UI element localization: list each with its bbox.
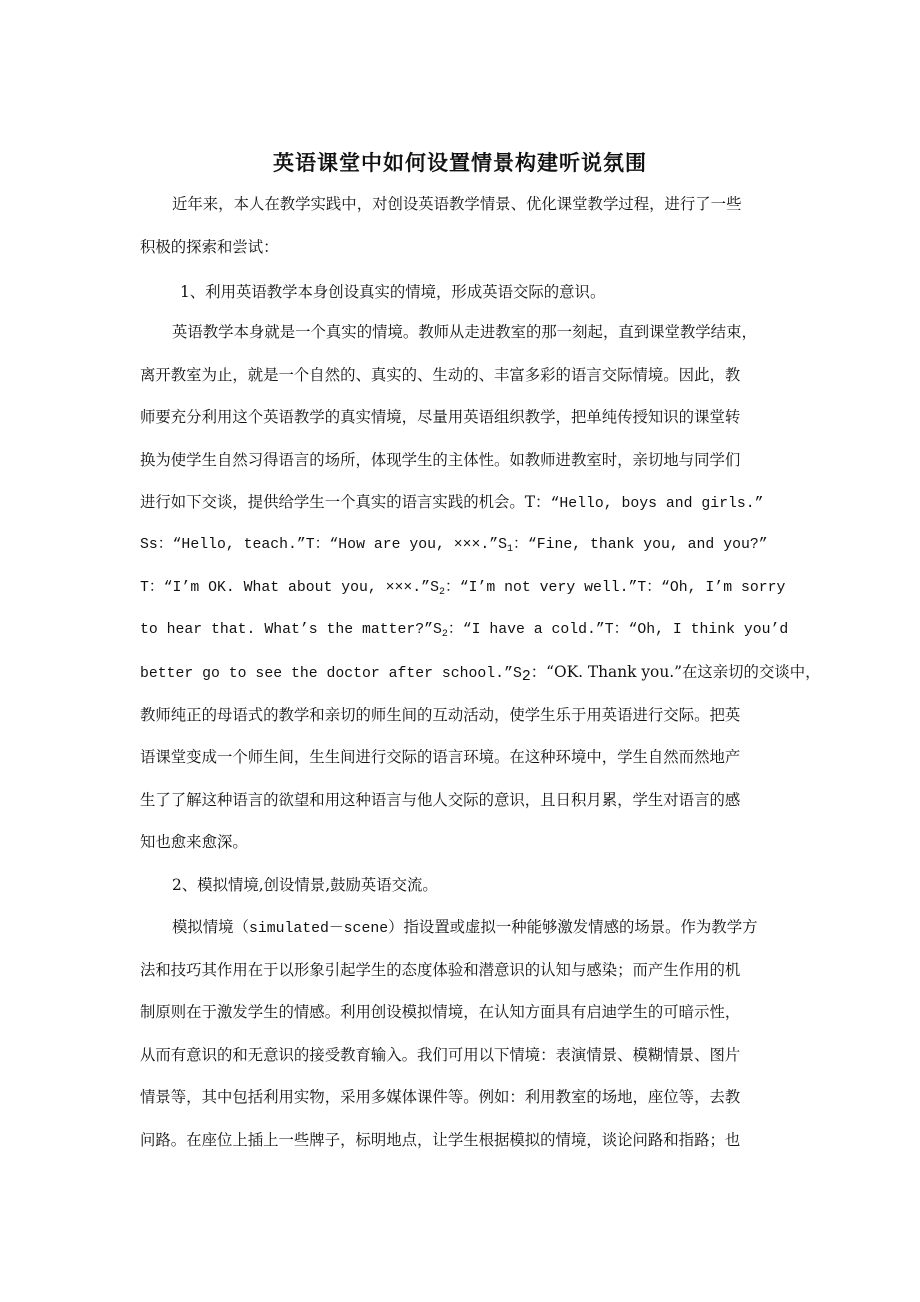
section-1-line-13: 知也愈来愈深。 bbox=[140, 833, 248, 851]
intro-line-1: 近年来，本人在教学实践中，对创设英语教学情景、优化课堂教学过程，进行了一些 bbox=[172, 195, 742, 213]
speaker-subscript: 2 bbox=[438, 587, 445, 598]
section-1-line-10: 教师纯正的母语式的教学和亲切的师生间的互动活动，使学生乐于用英语进行交际。把英 bbox=[140, 706, 741, 724]
dialogue-part-b: ：“I have a cold.”T：“Oh, I think you’d bbox=[447, 622, 789, 638]
section-1-line-2: 离开教室为止，就是一个自然的、真实的、生动的、丰富多彩的语言交际情境。因此，教 bbox=[140, 366, 741, 384]
section-1-line-7 bbox=[140, 577, 785, 599]
section-2-line-1-start: 模拟情境（ bbox=[172, 918, 249, 936]
section-1-line-3: 师要充分利用这个英语教学的真实情境，尽量用英语组织教学，把单纯传授知识的课堂转 bbox=[140, 408, 741, 426]
section-2-line-4: 从而有意识的和无意识的接受教育输入。我们可用以下情境：表演情景、模糊情景、图片 bbox=[140, 1046, 741, 1064]
dialogue-intro: 进行如下交谈，提供给学生一个真实的语言实践的机会。T： bbox=[140, 493, 551, 511]
section-2-heading: 2、模拟情境,创设情景,鼓励英语交流。 bbox=[172, 876, 438, 894]
section-1-line-6 bbox=[140, 534, 768, 556]
section-1-line-9 bbox=[140, 661, 821, 685]
speaker-subscript: 1 bbox=[507, 544, 514, 555]
section-1-line-4: 换为使学生自然习得语言的场所，体现学生的主体性。如教师进教室时，亲切地与同学们 bbox=[140, 451, 741, 469]
section-2-line-2: 法和技巧其作用在于以形象引起学生的态度体验和潜意识的认知与感染；而产生作用的机 bbox=[140, 961, 741, 979]
document-title: 英语课堂中如何设置情景构建听说氛围 bbox=[273, 150, 647, 175]
speaker-subscript: 2 bbox=[521, 669, 531, 685]
section-2-line-5: 情景等，其中包括利用实物，采用多媒体课件等。例如：利用教室的场地，座位等，去教 bbox=[140, 1088, 741, 1106]
section-2-line-3: 制原则在于激发学生的情感。利用创设模拟情境，在认知方面具有启迪学生的可暗示性， bbox=[140, 1003, 741, 1021]
speaker-subscript: 2 bbox=[441, 629, 448, 640]
section-2-line-6: 问路。在座位上插上一些牌子，标明地点，让学生根据模拟的情境，谈论问路和指路；也 bbox=[140, 1131, 741, 1149]
dialogue-part-b: ：“OK. Thank you.”在这亲切的交谈中， bbox=[530, 663, 821, 681]
dialogue-greeting: “Hello, boys and girls.” bbox=[550, 496, 764, 512]
section-1-line-1: 英语教学本身就是一个真实的情境。教师从走进教室的那一刻起，直到课堂教学结束， bbox=[172, 323, 757, 341]
dialogue-part-b: ：“I’m not very well.”T：“Oh, I’m sorry bbox=[444, 580, 786, 596]
dialogue-part-a: better go to see the doctor after school.”S bbox=[140, 666, 522, 682]
dialogue-part-a: Ss：“Hello, teach.”T：“How are you, ×××.”S bbox=[140, 537, 508, 553]
section-1-line-8 bbox=[140, 619, 788, 641]
term-simulated-scene: simulated－scene bbox=[248, 921, 389, 937]
dialogue-part-a: to hear that. What’s the matter?”S bbox=[140, 622, 442, 638]
section-1-line-5 bbox=[140, 491, 764, 515]
section-2-line-1-end: ）指设置或虚拟一种能够激发情感的场景。作为教学方 bbox=[388, 918, 758, 936]
intro-line-2: 积极的探索和尝试： bbox=[140, 238, 279, 256]
dialogue-part-b: ：“Fine, thank you, and you?” bbox=[513, 537, 768, 553]
section-2-line-1 bbox=[172, 916, 757, 940]
dialogue-part-a: T：“I’m OK. What about you, ×××.”S bbox=[140, 580, 439, 596]
section-1-line-12: 生了了解这种语言的欲望和用这种语言与他人交际的意识，且日积月累，学生对语言的感 bbox=[140, 791, 741, 809]
section-1-heading: 1、利用英语教学本身创设真实的情境，形成英语交际的意识。 bbox=[180, 283, 606, 301]
section-1-line-11: 语课堂变成一个师生间，生生间进行交际的语言环境。在这种环境中，学生自然而然地产 bbox=[140, 748, 741, 766]
